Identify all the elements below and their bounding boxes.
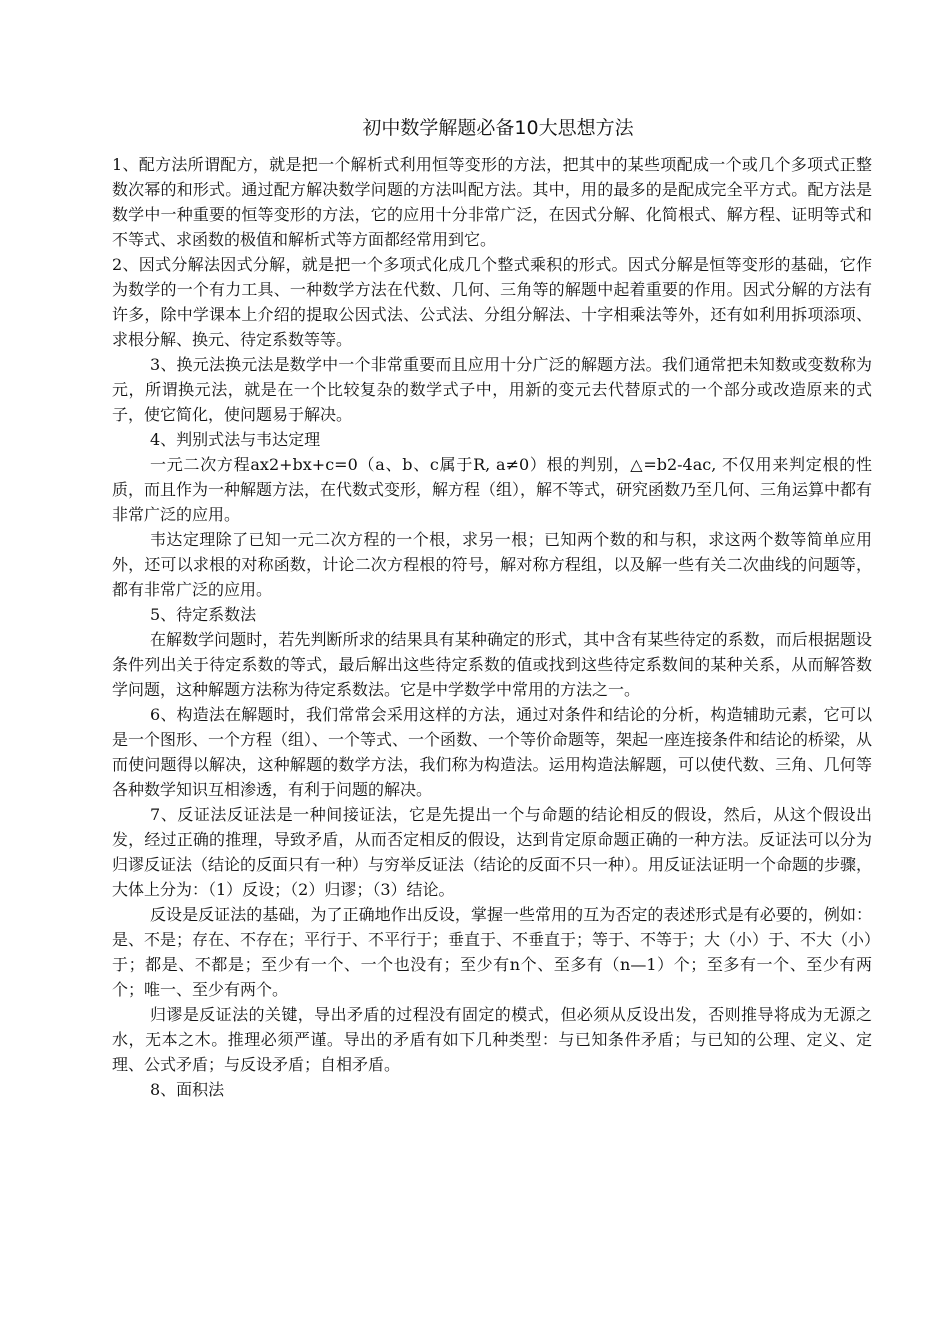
paragraph-undetermined-coefficients: 在解数学问题时，若先判断所求的结果具有某种确定的形式，其中含有某些待定的系数，而后根据题设条件列出关于待定系数的等式，最后解出这些待定系数的值或找到这些待定系数间的某种关系，从而解答数学问题，这种解题方法称为待定系数法。它是中学数学中常用的方法之一。 xyxy=(112,630,872,699)
paragraph-contradiction: 7、反证法反证法是一种间接证法，它是先提出一个与命题的结论相反的假设，然后，从这个假设出发，经过正确的推理，导致矛盾，从而否定相反的假设，达到肯定原命题正确的一种方法。反证法可以分为归谬反证法（结论的反面只有一种）与穷举反证法（结论的反面不只一种）。用反证法证明一个命题的步骤，大体上分为：（1）反设；（2）归谬；（3）结论。 xyxy=(112,805,873,899)
page-title: 初中数学解题必备10大思想方法 xyxy=(362,117,634,139)
paragraph-discriminant: 一元二次方程ax2+bx+c=0（a、b、c属于R, a≠0）根的判别，△=b2-4ac, 不仅用来判定根的性质，而且作为一种解题方法，在代数式变形，解方程（组），解不等式，研究函数乃至几何、三角运算中都有非常广泛的应用。 xyxy=(112,455,873,524)
paragraph-completing-square: 1、配方法所谓配方，就是把一个解析式利用恒等变形的方法，把其中的某些项配成一个或几个多项式正整数次幂的和形式。通过配方解决数学问题的方法叫配方法。其中，用的最多的是配成完全平方式。配方法是数学中一种重要的恒等变形的方法，它的应用十分非常广泛，在因式分解、化简根式、解方程、证明等式和不等式、求函数的极值和解析式等方面都经常用到它。 xyxy=(112,155,872,249)
paragraph-construction: 6、构造法在解题时，我们常常会采用这样的方法，通过对条件和结论的分析，构造辅助元素，它可以是一个图形、一个方程（组）、一个等式、一个函数、一个等价命题等，架起一座连接条件和结论的桥梁，从而使问题得以解决，这种解题的数学方法，我们称为构造法。运用构造法解题，可以使代数、三角、几何等各种数学知识互相渗透，有利于问题的解决。 xyxy=(112,705,873,799)
paragraph-factorization: 2、因式分解法因式分解，就是把一个多项式化成几个整式乘积的形式。因式分解是恒等变形的基础，它作为数学的一个有力工具、一种数学方法在代数、几何、三角等的解题中起着重要的作用。因式分解的方法有许多，除中学课本上介绍的提取公因式法、公式法、分组分解法、十字相乘法等外，还有如利用拆项添项、求根分解、换元、待定系数等等。 xyxy=(112,255,872,349)
heading-discriminant-vieta: 4、判别式法与韦达定理 xyxy=(150,430,321,449)
paragraph-substitution: 3、换元法换元法是数学中一个非常重要而且应用十分广泛的解题方法。我们通常把未知数或变数称为元，所谓换元法，就是在一个比较复杂的数学式子中，用新的变元去代替原式的一个部分或改造原来的式子，使它简化，使问题易于解决。 xyxy=(112,355,872,424)
paragraph-reductio: 归谬是反证法的关键，导出矛盾的过程没有固定的模式，但必须从反设出发，否则推导将成为无源之水，无本之木。推理必须严谨。导出的矛盾有如下几种类型：与已知条件矛盾；与已知的公理、定义、定理、公式矛盾；与反设矛盾；自相矛盾。 xyxy=(112,1005,872,1074)
paragraph-vieta: 韦达定理除了已知一元二次方程的一个根，求另一根；已知两个数的和与积，求这两个数等简单应用外，还可以求根的对称函数，计论二次方程根的符号，解对称方程组，以及解一些有关二次曲线的问题等，都有非常广泛的应用。 xyxy=(112,530,872,599)
heading-undetermined-coefficients: 5、待定系数法 xyxy=(150,605,257,624)
paragraph-negation: 反设是反证法的基础，为了正确地作出反设，掌握一些常用的互为否定的表述形式是有必要的，例如：是、不是；存在、不存在；平行于、不平行于；垂直于、不垂直于；等于、不等于；大（小）于、不大（小）于；都是、不都是；至少有一个、一个也没有；至少有n个、至多有（n—1）个；至多有一个、至少有两个；唯一、至少有两个。 xyxy=(112,905,873,999)
heading-area-method: 8、面积法 xyxy=(150,1080,225,1099)
